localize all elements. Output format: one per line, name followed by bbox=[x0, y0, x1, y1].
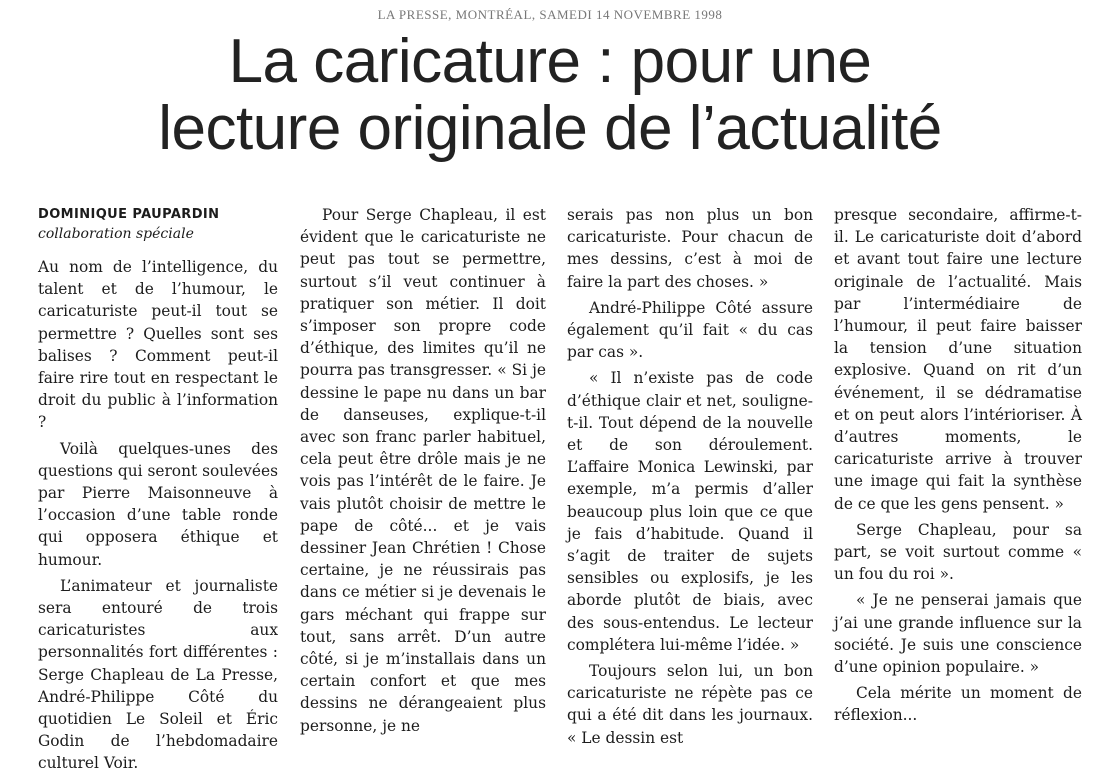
article-column-2 bbox=[300, 204, 546, 735]
article-column-1 bbox=[38, 206, 278, 773]
paragraph: Pour Serge Chapleau, il est évident que le caricaturiste ne peut pas tout se permettre, surtout s’il veut continuer à pratiquer son métier. Il doit s’imposer son propre code d’éthique, des limites qu’il ne pourra pas transgresser. « Si je dessine le pape nu dans un bar de danseuses, explique-t-il avec son franc parler habituel, cela peut être drôle mais je ne vois pas l’intérêt de le faire. Je vais plutôt choisir de mettre le pape de côté... et je vais dessiner Jean Chrétien ! Chose certaine, je ne réussirais pas dans ce métier si je devenais le gars méchant qui frappe sur tout, sans arrêt. D’un autre côté, si je m’installais dans un certain confort et que mes dessins ne dérangeaient plus personne, je ne bbox=[300, 206, 546, 735]
paragraph: presque secondaire, affirme-t-il. Le caricaturiste doit d’abord et avant tout faire une lecture originale de l’actualité. Mais par l’intermédiaire de l’humour, il peut faire baisser la tension d’une situation explosive. Quand on rit d’un événement, il se dédramatise et on peut alors l’intérioriser. À d’autres moments, le caricaturiste arrive à trouver une image qui fait la synthèse de ce que les gens pensent. » bbox=[834, 206, 1082, 513]
article-column-3 bbox=[567, 204, 813, 747]
paragraph: Cela mérite un moment de réflexion... bbox=[834, 684, 1082, 725]
paragraph: « Je ne penserai jamais que j’ai une grande influence sur la société. Je suis une conscience d’une opinion populaire. » bbox=[834, 591, 1082, 677]
headline bbox=[0, 28, 1100, 162]
author-role: collaboration spéciale bbox=[38, 226, 194, 242]
paragraph: Toujours selon lui, un bon caricaturiste ne répète pas ce qui a été dit dans les journaux. « Le dessin est bbox=[567, 662, 813, 747]
article-column-4 bbox=[834, 204, 1082, 725]
paragraph: Serge Chapleau, pour sa part, se voit surtout comme « un fou du roi ». bbox=[834, 520, 1082, 584]
paragraph: Voilà quelques-unes des questions qui seront soulevées par Pierre Maisonneuve à l’occasion d’une table ronde qui opposera éthique et humour. bbox=[38, 439, 278, 569]
headline-line-1: La caricature : pour une bbox=[228, 27, 872, 96]
paragraph: L’animateur et journaliste sera entouré de trois caricaturistes aux personnalités fort différentes : Serge Chapleau de La Presse, André-Philippe Côté du quotidien Le Soleil et Éric Godin de l’hebdomadaire culturel Voir. bbox=[38, 576, 278, 773]
paragraph: serais pas non plus un bon caricaturiste. Pour chacun de mes dessins, c’est à moi de faire la part des choses. » bbox=[567, 206, 813, 291]
headline-line-2: lecture originale de l’actualité bbox=[158, 94, 942, 163]
author-name: DOMINIQUE PAUPARDIN bbox=[38, 207, 220, 222]
dateline: LA PRESSE, MONTRÉAL, SAMEDI 14 NOVEMBRE 1998 bbox=[377, 7, 723, 22]
paragraph: Au nom de l’intelligence, du talent et de l’humour, le caricaturiste peut-il tout se permettre ? Quelles sont ses balises ? Comment peut-il faire rire tout en respectant le droit du public à l’information ? bbox=[38, 258, 278, 432]
paragraph: André-Philippe Côté assure également qu’il fait « du cas par cas ». bbox=[567, 298, 813, 362]
paragraph: « Il n’existe pas de code d’éthique clair et net, souligne-t-il. Tout dépend de la nouvelle et de son déroulement. L’affaire Monica Lewinski, par exemple, m’a permis d’aller beaucoup plus loin que ce que je fais d’habitude. Quand il s’agit de traiter de sujets sensibles ou explosifs, je les aborde plutôt de biais, avec des sous-entendus. Le lecteur complétera lui-même l’idée. » bbox=[567, 369, 813, 654]
